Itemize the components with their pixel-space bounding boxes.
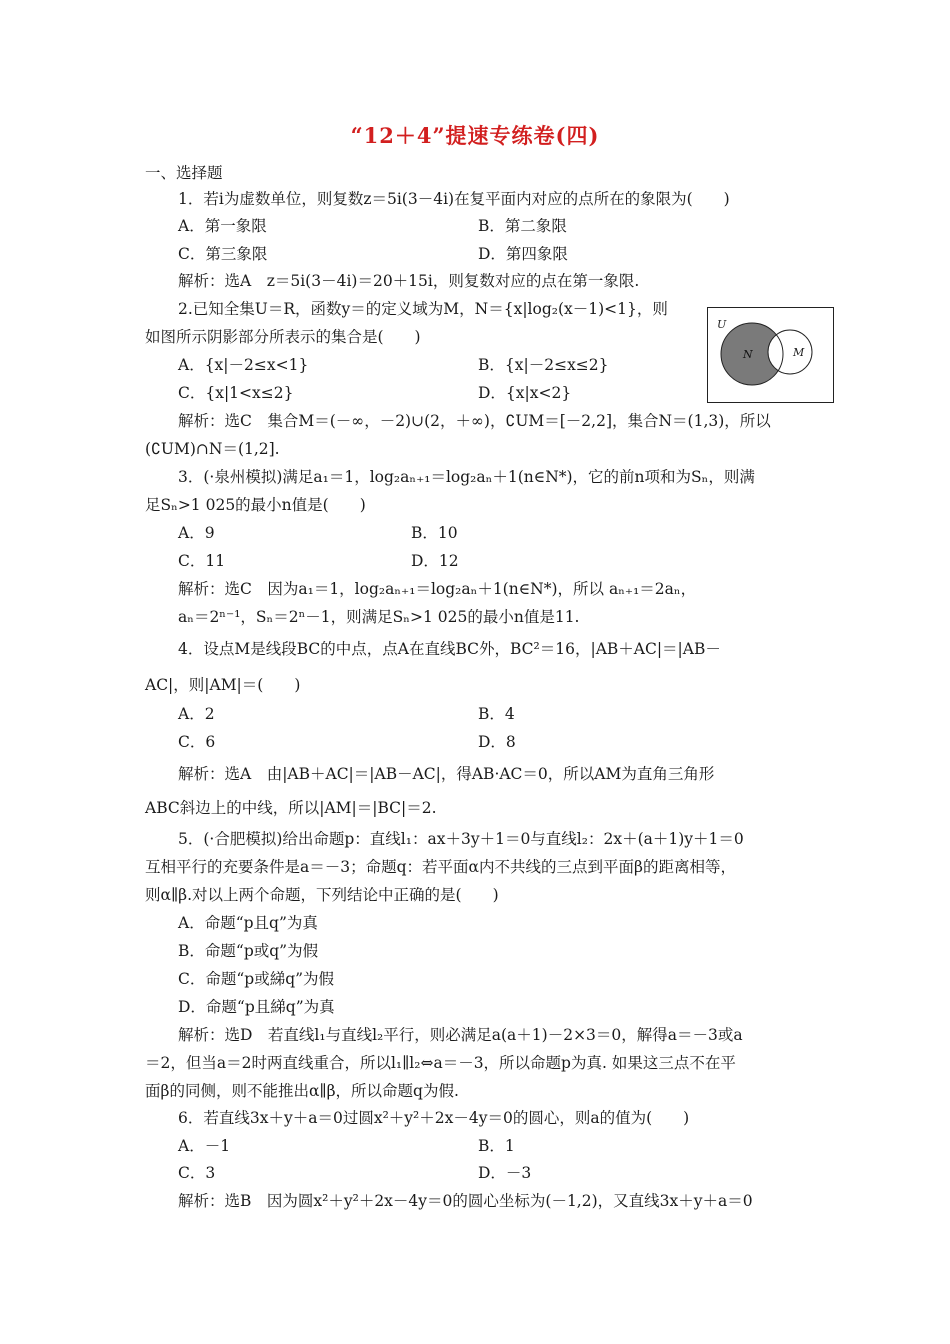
question-2-stem-line2: 如图所示阴影部分所表示的集合是( ) [145,328,421,346]
q3-option-d: D．12 [411,552,459,570]
q6-option-a: A．－1 [178,1137,231,1155]
q5-solution-line3: 面β的同侧，则不能推出α∥β，所以命题q为假. [145,1082,459,1100]
q4-solution-line1: 解析：选A 由|AB＋AC|＝|AB－AC|，得AB·AC＝0，所以AM为直角三角形 [178,765,715,783]
q6-option-d: D．－3 [478,1164,532,1182]
q5-solution-line2: ＝2，但当a＝2时两直线重合，所以l₁∥l₂⇔a＝－3，所以命题p为真. 如果这三点不在平 [145,1054,736,1072]
q2-solution-line1: 解析：选C 集合M＝(－∞，－2)∪(2，＋∞)，∁UM＝[－2,2]，集合N＝(1,3)，所以 [178,412,771,430]
question-1-stem: 1．若i为虚数单位，则复数z＝5i(3－4i)在复平面内对应的点所在的象限为( ) [178,190,730,208]
question-3-stem-line2: 足Sₙ>1 025的最小n值是( ) [145,496,366,514]
venn-label-m: M [793,346,805,359]
question-5-stem-line2: 互相平行的充要条件是a＝－3；命题q：若平面α内不共线的三点到平面β的距离相等， [145,858,736,876]
q6-option-c: C．3 [178,1164,216,1182]
q5-option-c: C．命题“p或綈q”为假 [178,970,335,988]
q3-option-c: C．11 [178,552,226,570]
page-title: “12＋4”提速专练卷(四) [350,123,600,148]
question-4-stem-line1: 4．设点M是线段BC的中点，点A在直线BC外，BC²＝16，|AB＋AC|＝|AB－ [178,640,721,658]
question-4-stem-line2: AC|，则|AM|＝( ) [145,676,301,694]
q1-option-d: D．第四象限 [478,245,568,263]
question-2-stem-line1: 2.已知全集U＝R，函数y＝的定义域为M，N＝{x|log₂(x－1)<1}，则 [178,300,668,318]
section-heading: 一、选择题 [145,164,223,182]
q2-option-b: B．{x|－2≤x≤2} [478,356,609,374]
q4-option-b: B．4 [478,705,515,723]
q6-option-b: B．1 [478,1137,515,1155]
q4-option-c: C．6 [178,733,216,751]
q2-solution-line2: (∁UM)∩N＝(1,2]. [145,440,280,458]
q5-option-d: D．命题“p且綈q”为真 [178,998,335,1016]
q4-option-a: A．2 [178,705,215,723]
q6-solution: 解析：选B 因为圆x²＋y²＋2x－4y＝0的圆心坐标为(－1,2)，又直线3x＋y＋a＝0 [178,1192,753,1210]
q3-option-a: A．9 [178,524,215,542]
q1-option-b: B．第二象限 [478,217,567,235]
q2-option-d: D．{x|x<2} [478,384,572,402]
q5-solution-line1: 解析：选D 若直线l₁与直线l₂平行，则必满足a(a＋1)－2×3＝0，解得a＝－3或a [178,1026,743,1044]
q4-option-d: D．8 [478,733,516,751]
q1-option-a: A．第一象限 [178,217,267,235]
q5-option-a: A．命题“p且q”为真 [178,914,318,932]
q2-option-a: A．{x|－2≤x<1} [178,356,309,374]
q3-solution-line2: aₙ＝2ⁿ⁻¹，Sₙ＝2ⁿ－1，则满足Sₙ>1 025的最小n值是11. [178,608,580,626]
q1-solution: 解析：选A z＝5i(3－4i)＝20＋15i，则复数对应的点在第一象限. [178,272,640,290]
q3-option-b: B．10 [411,524,458,542]
venn-label-u: U [717,318,727,331]
venn-label-n: N [743,348,753,361]
question-3-stem-line1: 3．(·泉州模拟)满足a₁＝1，log₂aₙ₊₁＝log₂aₙ＋1(n∈N*)，它的前n项和为Sₙ，则满 [178,468,755,486]
question-5-stem-line3: 则α∥β.对以上两个命题，下列结论中正确的是( ) [145,886,499,904]
question-6-stem: 6．若直线3x＋y＋a＝0过圆x²＋y²＋2x－4y＝0的圆心，则a的值为( ) [178,1109,690,1127]
q2-option-c: C．{x|1<x≤2} [178,384,294,402]
question-5-stem-line1: 5．(·合肥模拟)给出命题p：直线l₁：ax＋3y＋1＝0与直线l₂：2x＋(a＋1)y＋1＝0 [178,830,744,848]
venn-diagram [707,307,834,403]
q1-option-c: C．第三象限 [178,245,268,263]
q5-option-b: B．命题“p或q”为假 [178,942,319,960]
q3-solution-line1: 解析：选C 因为a₁＝1，log₂aₙ₊₁＝log₂aₙ＋1(n∈N*)，所以 aₙ₊₁＝2aₙ， [178,580,697,598]
q4-solution-line2: ABC斜边上的中线，所以|AM|＝|BC|＝2. [145,799,437,817]
